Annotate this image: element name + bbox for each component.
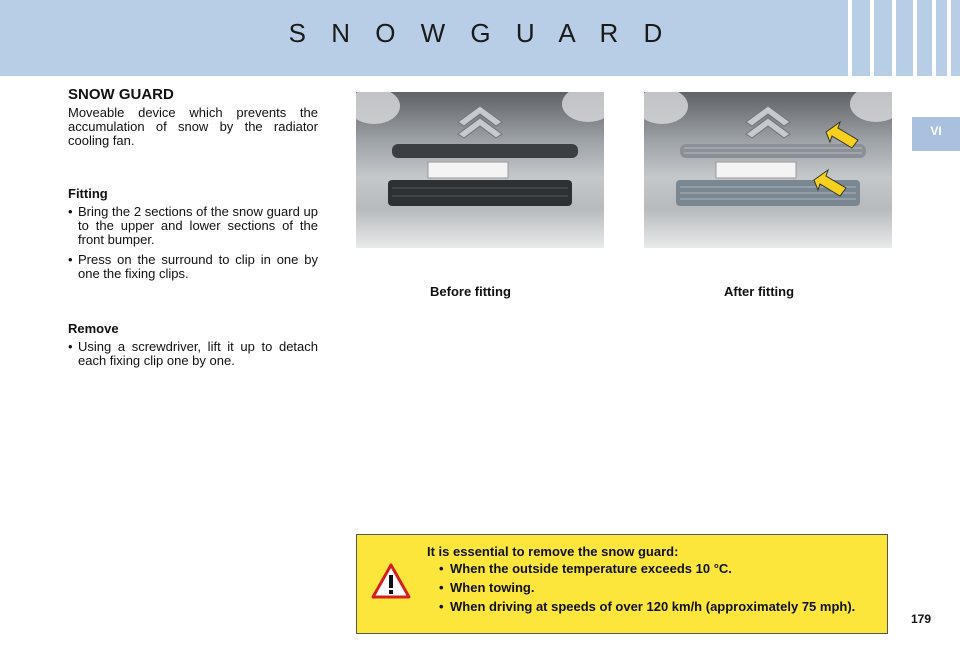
header-stripe (870, 0, 874, 76)
page-title: S N O W G U A R D (288, 18, 672, 48)
page-number: 179 (911, 612, 932, 626)
chapter-tab[interactable]: VI (912, 117, 960, 151)
instructions-column (68, 88, 318, 374)
header-stripe (913, 0, 917, 76)
fitting-step: • Bring the 2 sections of the snow guard up to the upper and lower sections of the front bumper. (68, 205, 318, 247)
page-header (0, 0, 960, 76)
remove-heading: Remove (68, 321, 119, 336)
fitting-heading: Fitting (68, 186, 108, 201)
car-front-illustration (356, 92, 604, 248)
before-fitting-caption: Before fitting (430, 284, 511, 299)
warning-heading: It is essential to remove the snow guard: (427, 544, 679, 559)
header-stripe (947, 0, 951, 76)
after-fitting-caption: After fitting (724, 284, 795, 299)
warning-list (439, 562, 879, 619)
section-heading: SNOW GUARD (68, 86, 174, 103)
warning-item: • When towing. (439, 581, 879, 595)
warning-box (356, 534, 888, 634)
car-front-with-guard-illustration (644, 92, 892, 248)
header-stripe (848, 0, 852, 76)
after-fitting-image (644, 92, 892, 248)
header-stripe (932, 0, 936, 76)
warning-item: • When driving at speeds of over 120 km/h (approximately 75 mph). (439, 600, 879, 614)
warning-item: • When the outside temperature exceeds 10 °C. (439, 562, 879, 576)
header-stripe (892, 0, 896, 76)
intro-text: Moveable device which prevents the accumulation of snow by the radiator cooling fan. (68, 105, 318, 148)
fitting-step: • Press on the surround to clip in one by one the fixing clips. (68, 253, 318, 281)
warning-triangle-icon (371, 563, 411, 602)
before-fitting-image (356, 92, 604, 248)
remove-step: • Using a screwdriver, lift it up to detach each fixing clip one by one. (68, 340, 318, 368)
